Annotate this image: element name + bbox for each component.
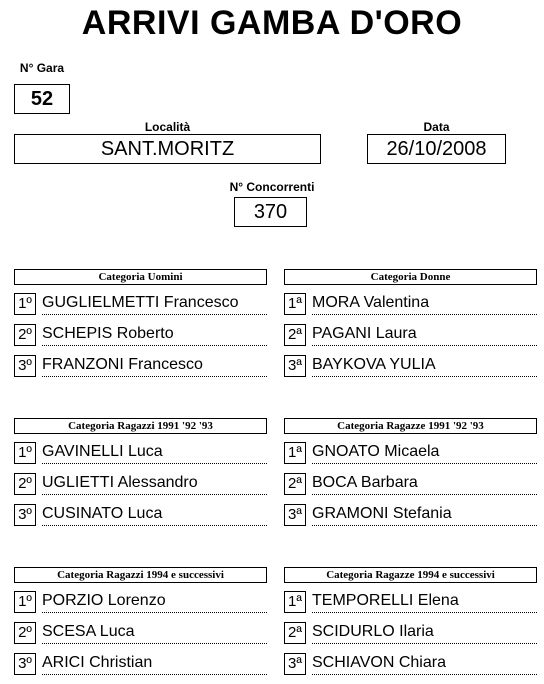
dotted-line [312,494,537,495]
place-number: 1º [14,591,36,613]
placing-row [284,324,537,346]
athlete-name: FRANZONI Francesco [42,356,203,373]
placing-row [14,473,267,495]
dotted-line [312,314,537,315]
place-number: 2ª [284,324,306,346]
athlete-name: GAVINELLI Luca [42,443,163,460]
placing-row [284,622,537,644]
concorrenti-label: N° Concorrenti [229,180,315,194]
category-header: Categoria Ragazzi 1994 e successivi [14,567,267,583]
data-value: 26/10/2008 [367,134,506,164]
category-header: Categoria Ragazze 1994 e successivi [284,567,537,583]
place-number: 3ª [284,504,306,526]
placing-row [284,442,537,464]
athlete-name: BAYKOVA YULIA [312,356,436,373]
athlete-name: TEMPORELLI Elena [312,592,459,609]
dotted-line [42,525,267,526]
placing-row [14,591,267,613]
athlete-name: PORZIO Lorenzo [42,592,166,609]
placing-row [14,622,267,644]
dotted-line [42,494,267,495]
place-number: 1ª [284,442,306,464]
placing-row [14,504,267,526]
athlete-name: SCHIAVON Chiara [312,654,446,671]
placing-row [284,355,537,377]
place-number: 1ª [284,293,306,315]
athlete-name: GUGLIELMETTI Francesco [42,294,239,311]
placing-row [284,293,537,315]
athlete-name: SCESA Luca [42,623,135,640]
dotted-line [42,314,267,315]
placing-row [14,293,267,315]
place-number: 2º [14,622,36,644]
dotted-line [42,345,267,346]
place-number: 2ª [284,622,306,644]
category-header: Categoria Donne [284,269,537,285]
placing-row [284,504,537,526]
page-title: ARRIVI GAMBA D'ORO [81,4,463,42]
category-header: Categoria Ragazzi 1991 '92 '93 [14,418,267,434]
dotted-line [312,525,537,526]
placing-row [14,442,267,464]
athlete-name: MORA Valentina [312,294,430,311]
dotted-line [42,643,267,644]
placing-row [14,355,267,377]
athlete-name: GRAMONI Stefania [312,505,452,522]
localita-value: SANT.MORITZ [14,134,321,164]
dotted-line [312,463,537,464]
athlete-name: SCHEPIS Roberto [42,325,174,342]
placing-row [14,324,267,346]
athlete-name: CUSINATO Luca [42,505,163,522]
placing-row [284,591,537,613]
gara-label: N° Gara [19,61,65,75]
athlete-name: SCIDURLO Ilaria [312,623,434,640]
place-number: 1º [14,293,36,315]
athlete-name: PAGANI Laura [312,325,417,342]
athlete-name: UGLIETTI Alessandro [42,474,198,491]
athlete-name: BOCA Barbara [312,474,418,491]
place-number: 3º [14,504,36,526]
dotted-line [312,612,537,613]
dotted-line [312,643,537,644]
place-number: 1ª [284,591,306,613]
data-label: Data [423,120,450,134]
concorrenti-value: 370 [234,197,307,227]
dotted-line [42,674,267,675]
localita-label: Località [144,120,191,134]
place-number: 3ª [284,653,306,675]
place-number: 3º [14,355,36,377]
dotted-line [42,463,267,464]
place-number: 2ª [284,473,306,495]
category-header: Categoria Uomini [14,269,267,285]
dotted-line [312,376,537,377]
place-number: 2º [14,324,36,346]
dotted-line [312,674,537,675]
dotted-line [312,345,537,346]
athlete-name: ARICI Christian [42,654,153,671]
placing-row [284,473,537,495]
gara-value: 52 [14,84,70,114]
place-number: 3ª [284,355,306,377]
athlete-name: GNOATO Micaela [312,443,440,460]
category-header: Categoria Ragazze 1991 '92 '93 [284,418,537,434]
dotted-line [42,376,267,377]
place-number: 2º [14,473,36,495]
placing-row [14,653,267,675]
dotted-line [42,612,267,613]
place-number: 3º [14,653,36,675]
place-number: 1º [14,442,36,464]
placing-row [284,653,537,675]
